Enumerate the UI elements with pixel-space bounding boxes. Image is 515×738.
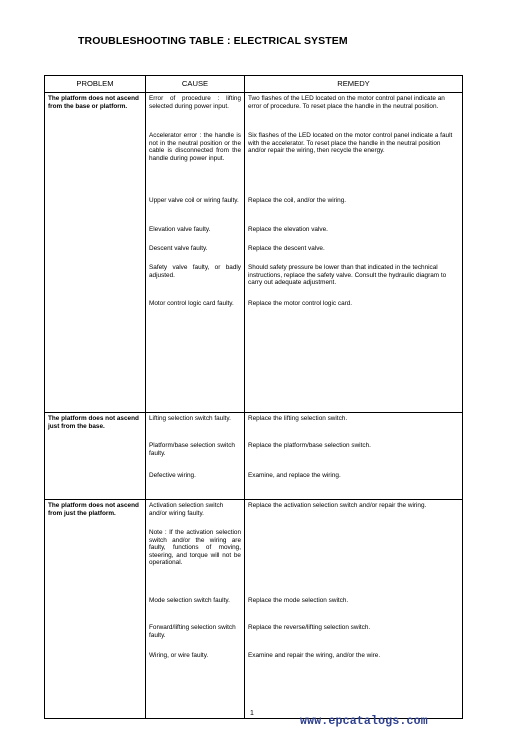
remedy-text: Six flashes of the LED located on the motor control panel indicate a fault with the accelerator. To reset place the handle in the neutral position and/or repair the wiring, then recycle the energy. bbox=[248, 132, 453, 155]
cause-text: Error of procedure : lifting selected during power input. bbox=[149, 95, 241, 110]
cause-text: Accelerator error : the handle is not in the neutral position or the cable is disconnected from the handle during power input. bbox=[149, 132, 241, 162]
watermark: www.epcatalogs.com bbox=[300, 715, 428, 728]
cause-text: Forward/lifting selection switch faulty. bbox=[149, 624, 236, 639]
remedy-text: Replace the mode selection switch. bbox=[248, 597, 349, 604]
problem-cell: The platform does not ascend from just the platform. bbox=[45, 500, 146, 719]
remedy-text: Should safety pressure be lower than that indicated in the technical instructions, replace the safety valve. Consult the hydraulic diagram to carry out adequate adjustment. bbox=[248, 264, 447, 287]
cause-cell bbox=[146, 413, 245, 500]
cause-text: Descent valve faulty. bbox=[149, 245, 208, 252]
cause-text: Elevation valve faulty. bbox=[149, 226, 211, 233]
problem-cell: The platform does not ascend just from the base. bbox=[45, 413, 146, 500]
page-number: 1 bbox=[250, 710, 254, 717]
table-row bbox=[45, 413, 463, 500]
header-cause: CAUSE bbox=[146, 76, 245, 93]
remedy-text: Replace the activation selection switch and/or repair the wiring. bbox=[248, 502, 427, 509]
remedy-text bbox=[248, 529, 459, 597]
cause-cell bbox=[146, 93, 245, 413]
remedy-text: Two flashes of the LED located on the motor control panel indicate an error of procedure. To reset place the handle in the neutral position. bbox=[248, 95, 445, 110]
header-problem: PROBLEM bbox=[45, 76, 146, 93]
cause-text: Defective wiring. bbox=[149, 472, 196, 479]
cause-text: Mode selection switch faulty. bbox=[149, 597, 230, 604]
cause-text: Note : If the activation selection switch and/or the wiring are faulty, functions of moving, steering, and torque will not be operational. bbox=[149, 529, 241, 567]
remedy-text: Replace the motor control logic card. bbox=[248, 300, 353, 307]
remedy-text: Replace the elevation valve. bbox=[248, 226, 328, 233]
remedy-cell bbox=[245, 93, 463, 413]
remedy-cell bbox=[245, 413, 463, 500]
cause-text: Upper valve coil or wiring faulty. bbox=[149, 197, 239, 204]
remedy-text: Replace the platform/base selection switch. bbox=[248, 442, 371, 449]
cause-text: Activation selection switch and/or wiring faulty. bbox=[149, 502, 224, 517]
problem-cell: The platform does not ascend from the base or platform. bbox=[45, 93, 146, 413]
page-title: TROUBLESHOOTING TABLE : ELECTRICAL SYSTEM bbox=[78, 35, 348, 47]
table-row bbox=[45, 93, 463, 413]
header-remedy: REMEDY bbox=[245, 76, 463, 93]
cause-text: Motor control logic card faulty. bbox=[149, 300, 234, 307]
cause-text: Platform/base selection switch faulty. bbox=[149, 442, 235, 457]
remedy-text: Examine and repair the wiring, and/or the wire. bbox=[248, 652, 381, 659]
remedy-text: Replace the descent valve. bbox=[248, 245, 325, 252]
remedy-text: Replace the coil, and/or the wiring. bbox=[248, 197, 347, 204]
remedy-text: Replace the reverse/lifting selection switch. bbox=[248, 624, 371, 631]
remedy-text: Replace the lifting selection switch. bbox=[248, 415, 348, 422]
table-row bbox=[45, 500, 463, 719]
remedy-cell bbox=[245, 500, 463, 719]
troubleshooting-table bbox=[44, 75, 463, 719]
remedy-text: Examine, and replace the wiring. bbox=[248, 472, 341, 479]
table-header-row bbox=[45, 76, 463, 93]
cause-text: Lifting selection switch faulty. bbox=[149, 415, 231, 422]
cause-text: Safety valve faulty, or badly adjusted. bbox=[149, 264, 241, 279]
cause-cell bbox=[146, 500, 245, 719]
cause-text: Wiring, or wire faulty. bbox=[149, 652, 209, 659]
